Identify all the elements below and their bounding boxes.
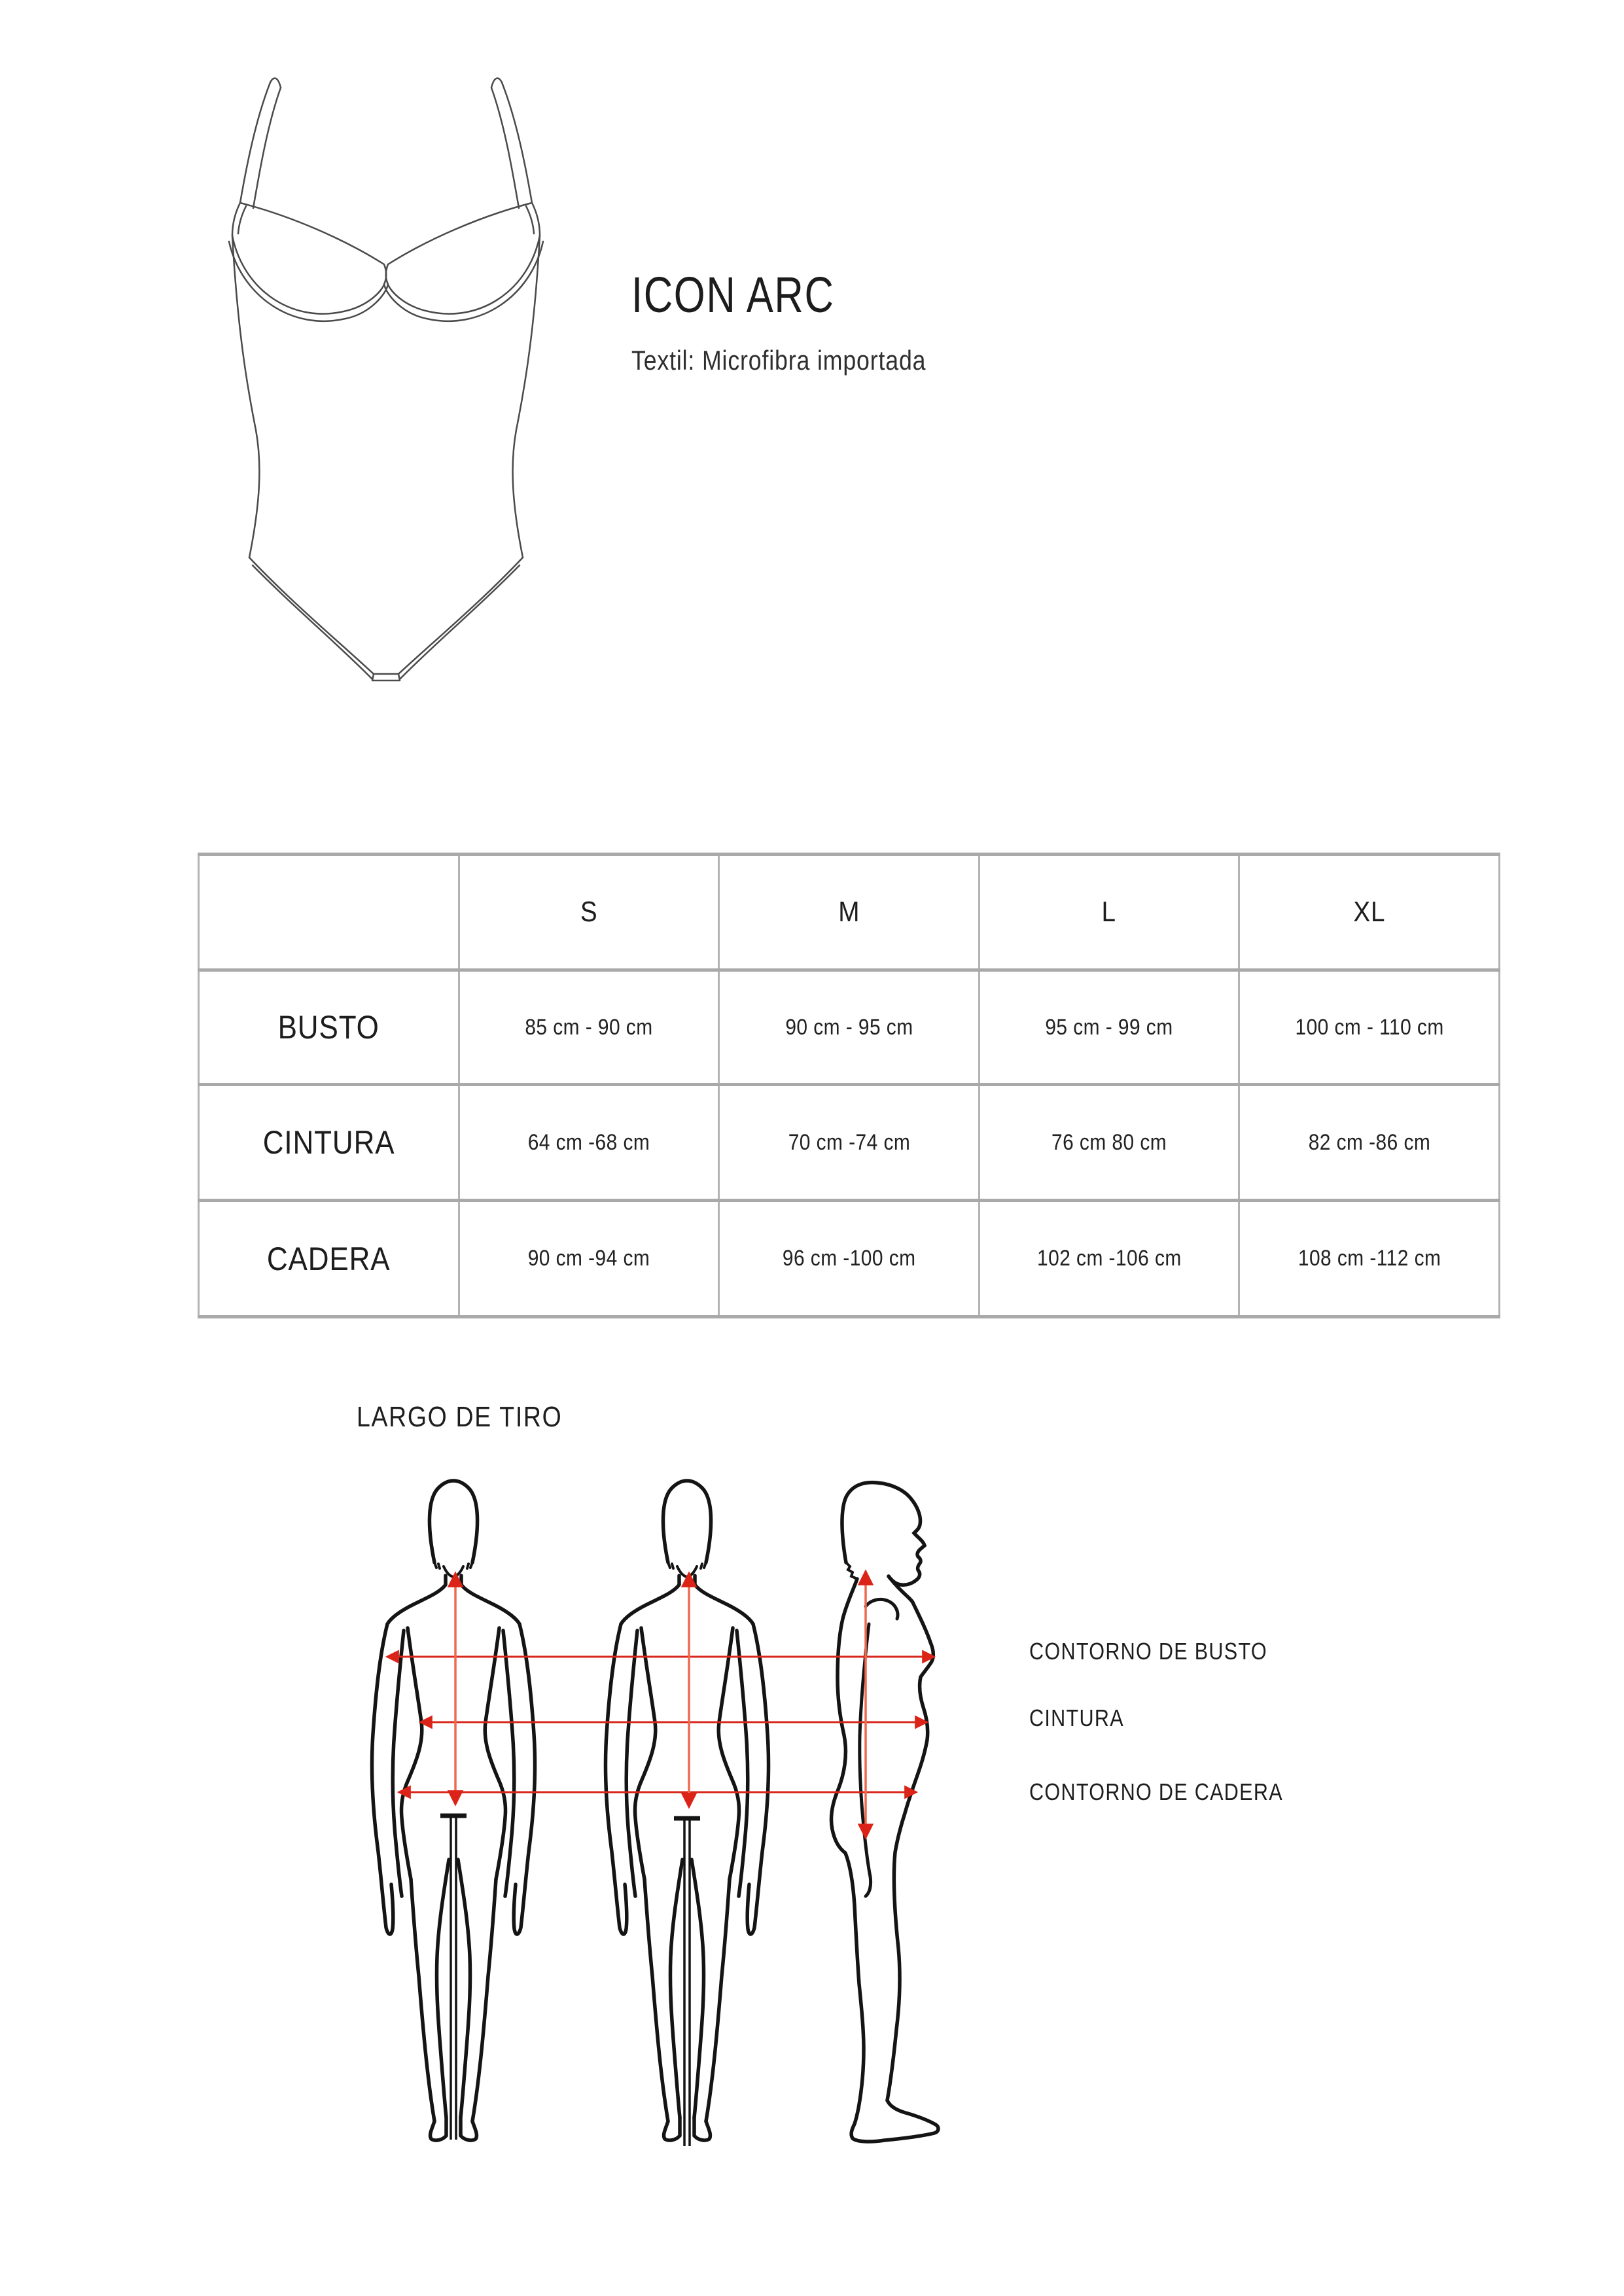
leg-left-outer-line	[411, 1879, 434, 2121]
crotch	[372, 674, 400, 680]
leg-left-inner	[253, 565, 372, 679]
arm-left-outer	[372, 1624, 393, 1934]
swimsuit-sketch	[213, 73, 559, 715]
page-title-text: ICON ARC	[631, 267, 835, 323]
back-leg-line	[831, 1579, 938, 2142]
measurement-diagram-svg	[340, 1459, 1322, 2244]
head-side	[842, 1483, 925, 1585]
leg-right-outer-line	[472, 1879, 496, 2121]
swimsuit-outline	[229, 79, 543, 680]
fabric-subtitle-text: Textil: Microfibra importada	[631, 345, 927, 376]
busto-m: 90 cm - 95 cm	[719, 970, 980, 1085]
cintura-xl: 82 cm -86 cm	[1239, 1085, 1500, 1201]
header-size-s: S	[459, 855, 719, 970]
arm-left-inner	[393, 1631, 404, 1896]
swimsuit-sketch-svg	[213, 73, 559, 715]
header-size-xl: XL	[1239, 855, 1500, 970]
front-line	[887, 1602, 933, 2100]
side-seam-left-2	[238, 206, 246, 234]
hair-back-notch	[846, 1563, 857, 1579]
plumb-mask	[685, 1820, 689, 2146]
row-label-cintura: CINTURA	[199, 1085, 459, 1201]
rise-length-label: LARGO DE TIRO	[357, 1401, 563, 1433]
measurement-lines	[387, 1572, 934, 1837]
cup-right-top	[388, 203, 532, 264]
leg-left-outer	[249, 557, 374, 674]
arm-right-inner	[503, 1631, 514, 1896]
leg-left-inner-line	[436, 1860, 449, 2117]
fabric-subtitle	[631, 347, 978, 374]
cadera-l: 102 cm -106 cm	[979, 1201, 1239, 1317]
row-label-cadera: CADERA	[199, 1201, 459, 1317]
page-title	[631, 267, 885, 323]
row-label-busto: BUSTO	[199, 970, 459, 1085]
cintura-l: 76 cm 80 cm	[979, 1085, 1239, 1201]
armhole-arc	[866, 1599, 898, 1619]
hip-contour-label: CONTORNO DE CADERA	[1029, 1778, 1283, 1805]
busto-xl: 100 cm - 110 cm	[1239, 970, 1500, 1085]
jaw-neck-front	[889, 1576, 913, 1602]
hair-fringe	[434, 1563, 472, 1568]
cup-left-top	[240, 203, 384, 264]
strap-left-inner	[253, 88, 281, 208]
leg-right-inner	[400, 565, 520, 679]
header-empty	[199, 855, 459, 970]
underwire-right	[387, 236, 540, 314]
head-front	[429, 1481, 477, 1563]
table-row-busto	[199, 970, 1500, 1085]
size-table	[198, 853, 1500, 1318]
waist-contour-label: CINTURA	[1029, 1704, 1124, 1731]
bust-contour-label: CONTORNO DE BUSTO	[1029, 1638, 1267, 1665]
leg-right-outer	[398, 557, 523, 674]
cintura-s: 64 cm -68 cm	[459, 1085, 719, 1201]
busto-s: 85 cm - 90 cm	[459, 970, 719, 1085]
strap-right-inner	[491, 88, 519, 208]
neck-shoulder-right	[461, 1576, 520, 1624]
size-table-header-row	[199, 855, 1500, 970]
cadera-s: 90 cm -94 cm	[459, 1201, 719, 1317]
torso-right-line	[485, 1628, 505, 1879]
table-row-cadera	[199, 1201, 1500, 1317]
arm-right-outer	[514, 1624, 535, 1934]
strap-left-cap	[270, 79, 281, 88]
cadera-xl: 108 cm -112 cm	[1239, 1201, 1500, 1317]
leg-right-inner-line	[458, 1860, 470, 2117]
cadera-m: 96 cm -100 cm	[719, 1201, 980, 1317]
side-seam-right-2	[526, 206, 534, 234]
busto-l: 95 cm - 99 cm	[979, 970, 1239, 1085]
plumb-mask	[451, 1818, 455, 2140]
underwire-left	[232, 236, 385, 314]
strap-right-cap	[491, 79, 502, 88]
header-size-m: M	[719, 855, 980, 970]
header-size-l: L	[979, 855, 1239, 970]
table-row-cintura	[199, 1085, 1500, 1201]
figure-side	[831, 1483, 938, 2142]
neck-shoulder-left	[387, 1576, 446, 1624]
measurement-diagram	[340, 1459, 1322, 2244]
cintura-m: 70 cm -74 cm	[719, 1085, 980, 1201]
torso-left-line	[401, 1628, 421, 1879]
